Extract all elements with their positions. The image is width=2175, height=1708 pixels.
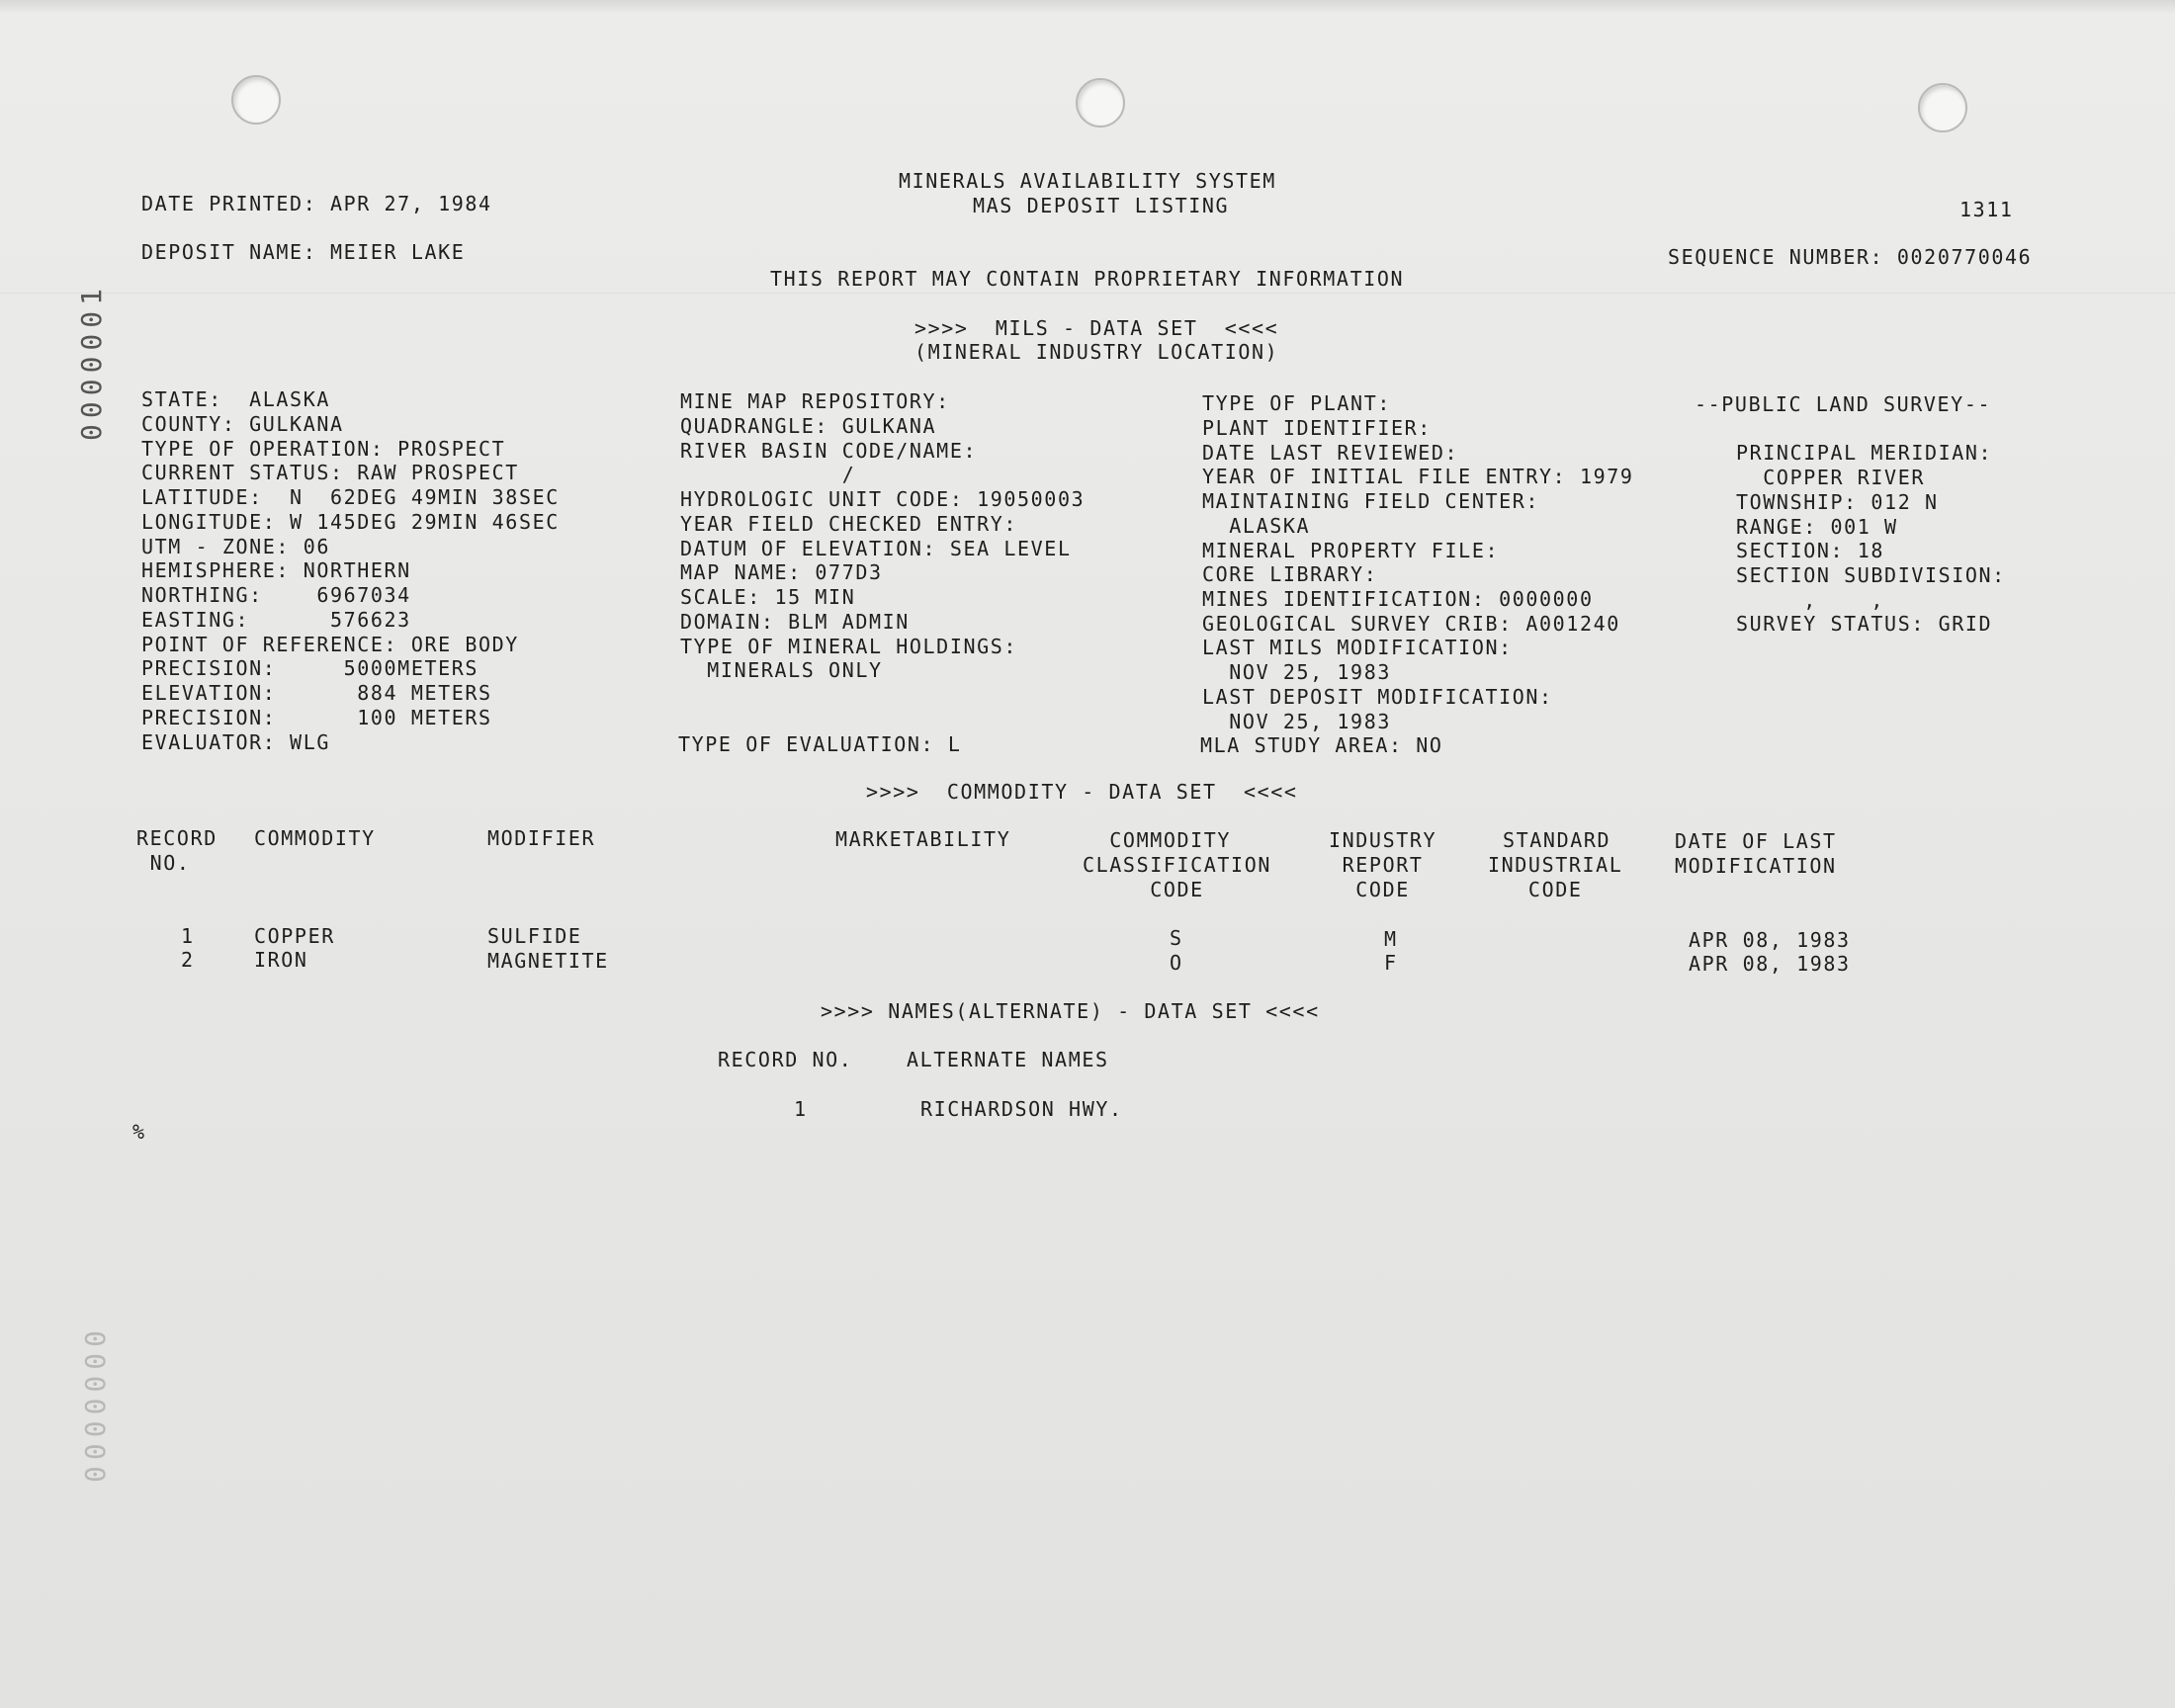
commodity-row-no: 1 [181,924,195,948]
mils-field: COPPER RIVER [1736,466,1925,489]
column-header-modifier: MODIFIER [487,826,596,850]
commodity-row-no: 2 [181,948,195,972]
mils-field: DATE LAST REVIEWED: [1202,441,1459,465]
column-header-record: RECORD [136,826,218,850]
mils-field: TYPE OF PLANT: [1202,391,1391,415]
mils-field: , , [1736,588,1885,612]
mils-field: MLA STUDY AREA: NO [1200,733,1443,757]
names-section-title: >>>> NAMES(ALTERNATE) - DATA SET <<<< [821,999,1320,1023]
date-printed: DATE PRINTED: APR 27, 1984 [141,192,492,215]
footer-mark: % [132,1120,146,1144]
mils-field: DOMAIN: BLM ADMIN [680,610,910,634]
mils-field: CORE LIBRARY: [1202,562,1378,586]
mils-field: SECTION SUBDIVISION: [1736,563,2006,587]
mils-field: LONGITUDE: W 145DEG 29MIN 46SEC [141,510,560,534]
public-land-survey-title: --PUBLIC LAND SURVEY-- [1695,392,1992,416]
mils-field: MINERALS ONLY [680,658,883,682]
mils-field: LAST MILS MODIFICATION: [1202,636,1513,659]
column-header-industry: REPORT [1329,853,1424,877]
listing-title: MAS DEPOSIT LISTING [973,194,1230,217]
mils-field: TYPE OF OPERATION: PROSPECT [141,437,506,461]
commodity-row-name: IRON [254,948,308,972]
mils-field: SURVEY STATUS: GRID [1736,612,1993,636]
mils-field: ELEVATION: 884 METERS [141,681,492,705]
mils-field: MAP NAME: 077D3 [680,560,883,584]
mils-field: GEOLOGICAL SURVEY CRIB: A001240 [1202,612,1620,636]
mils-field: STATE: ALASKA [141,387,330,411]
commodity-row-date: APR 08, 1983 [1689,952,1851,976]
binder-hole-center [1076,78,1125,128]
mils-field: PRINCIPAL MERIDIAN: [1736,441,1993,465]
commodity-row-modifier: MAGNETITE [487,949,609,973]
commodity-row-industry: M [1384,927,1398,951]
mils-field: RIVER BASIN CODE/NAME: [680,439,978,463]
system-title: MINERALS AVAILABILITY SYSTEM [899,169,1276,193]
mils-field: MINE MAP REPOSITORY: [680,389,950,413]
mils-field: YEAR OF INITIAL FILE ENTRY: 1979 [1202,465,1634,488]
mils-field: PLANT IDENTIFIER: [1202,416,1432,440]
proprietary-notice: THIS REPORT MAY CONTAIN PROPRIETARY INFORMATION [770,267,1405,291]
column-header-marketability: MARKETABILITY [835,827,1011,851]
column-header-standard: INDUSTRIAL [1488,853,1623,877]
names-header-alternate: ALTERNATE NAMES [907,1048,1109,1071]
page-fold-line [0,293,2175,294]
mils-field: LAST DEPOSIT MODIFICATION: [1202,685,1553,709]
commodity-section-title: >>>> COMMODITY - DATA SET <<<< [866,780,1298,804]
mils-field: POINT OF REFERENCE: ORE BODY [141,633,519,656]
commodity-row-name: COPPER [254,924,335,948]
binder-hole-left [231,75,281,125]
mils-field: UTM - ZONE: 06 [141,535,330,558]
column-header-date: MODIFICATION [1675,854,1837,878]
mils-field: EVALUATOR: WLG [141,730,330,754]
mils-field: TYPE OF MINERAL HOLDINGS: [680,635,1018,658]
mils-field: SECTION: 18 [1736,539,1885,562]
page-top-edge [0,0,2175,14]
column-header-standard: STANDARD [1503,828,1611,852]
column-header-industry: INDUSTRY [1329,828,1437,852]
column-header-industry: CODE [1329,878,1410,901]
column-header-date: DATE OF LAST [1675,829,1837,853]
vertical-page-stamp: 0000001 [75,282,108,441]
mils-field: TYPE OF EVALUATION: L [678,732,962,756]
mils-field: PRECISION: 5000METERS [141,656,479,680]
mils-field: RANGE: 001 W [1736,515,1898,539]
vertical-page-stamp-faint: 0000000 [79,1324,112,1483]
mils-field: NOV 25, 1983 [1202,660,1391,684]
mils-field: / [680,463,856,486]
mils-field: QUADRANGLE: GULKANA [680,414,937,438]
commodity-row-modifier: SULFIDE [487,924,582,948]
mils-field: HEMISPHERE: NORTHERN [141,558,411,582]
mils-section-subtitle: (MINERAL INDUSTRY LOCATION) [914,340,1279,364]
deposit-name: DEPOSIT NAME: MEIER LAKE [141,240,466,264]
column-header-commodity: COMMODITY [254,826,376,850]
mils-field: EASTING: 576623 [141,608,411,632]
mils-field: CURRENT STATUS: RAW PROSPECT [141,461,519,484]
mils-field: LATITUDE: N 62DEG 49MIN 38SEC [141,485,560,509]
mils-field: HYDROLOGIC UNIT CODE: 19050003 [680,487,1086,511]
commodity-row-industry: F [1384,951,1398,975]
commodity-row-date: APR 08, 1983 [1689,928,1851,952]
column-header-record: NO. [136,851,191,875]
column-header-standard: CODE [1488,878,1583,901]
mils-field: TOWNSHIP: 012 N [1736,490,1939,514]
sequence-number: SEQUENCE NUMBER: 0020770046 [1668,245,2033,269]
mils-field: NORTHING: 6967034 [141,583,411,607]
names-row-name: RICHARDSON HWY. [920,1097,1123,1121]
names-header-record: RECORD NO. [718,1048,853,1071]
mils-field: ALASKA [1202,514,1311,538]
mils-field: NOV 25, 1983 [1202,710,1391,733]
mils-field: MINES IDENTIFICATION: 0000000 [1202,587,1594,611]
mils-field: SCALE: 15 MIN [680,585,856,609]
mils-field: MINERAL PROPERTY FILE: [1202,539,1500,562]
mils-field: PRECISION: 100 METERS [141,706,492,729]
column-header-classification: CODE [1083,878,1204,901]
column-header-classification: COMMODITY [1083,828,1232,852]
page-number: 1311 [1959,198,2014,221]
column-header-classification: CLASSIFICATION [1083,853,1271,877]
names-row-no: 1 [794,1097,808,1121]
mils-field: YEAR FIELD CHECKED ENTRY: [680,512,1018,536]
mils-field: MAINTAINING FIELD CENTER: [1202,489,1540,513]
binder-hole-right [1918,83,1967,132]
commodity-row-classification: O [1170,951,1183,975]
mils-section-title: >>>> MILS - DATA SET <<<< [914,316,1279,340]
mils-field: COUNTY: GULKANA [141,412,344,436]
mils-field: DATUM OF ELEVATION: SEA LEVEL [680,537,1072,560]
commodity-row-classification: S [1170,926,1183,950]
